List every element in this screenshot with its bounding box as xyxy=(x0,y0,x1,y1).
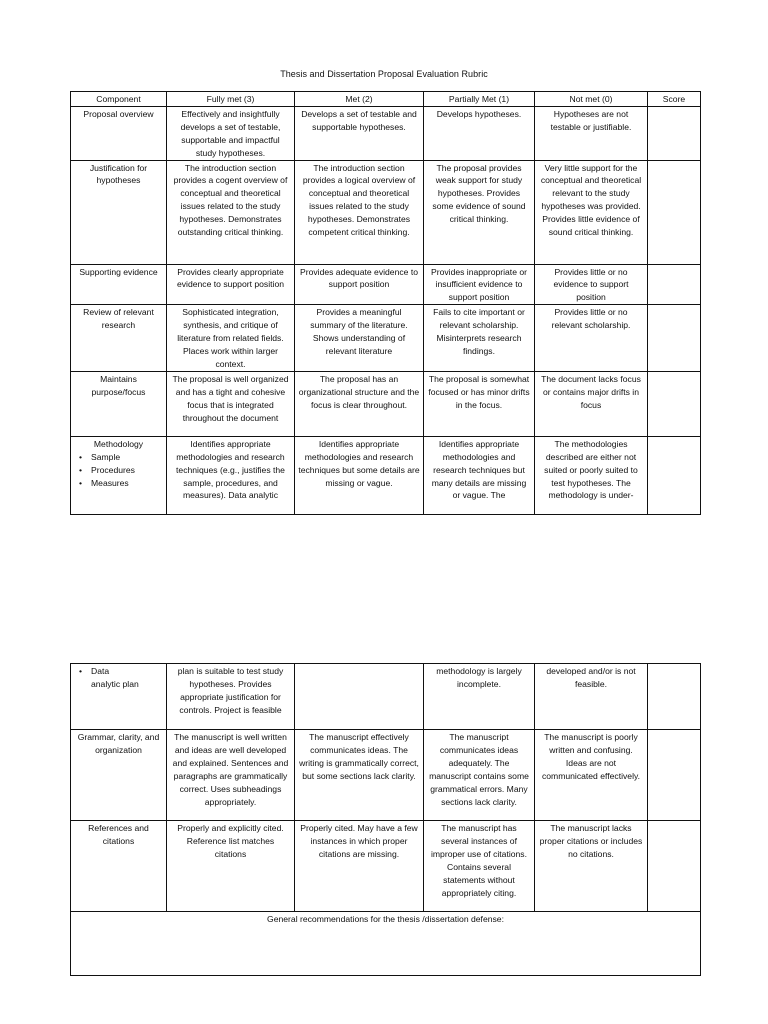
bullet-item: • Data analytic plan xyxy=(74,665,139,691)
component-cell: Supporting evidence xyxy=(71,264,167,305)
partially-met-cell: Identifies appropriate methodologies and research techniques but many details are missing or vague. The xyxy=(424,436,535,514)
methodology-label: Methodology xyxy=(93,438,144,449)
fully-met-cell: Identifies appropriate methodologies and research techniques (e.g., justifies the sample, procedures, and measures). Data analytic xyxy=(167,436,295,514)
bullet-item: • Procedures xyxy=(74,464,163,477)
met-cell: The manuscript effectively communicates ideas. The writing is grammatically correct, but some sections lack clarity. xyxy=(295,730,424,821)
partially-met-cell: The proposal provides weak support for study hypotheses. Provides some evidence of sound critical thinking. xyxy=(424,160,535,264)
table-row xyxy=(71,821,701,912)
met-cell: The proposal has an organizational structure and the focus is clear throughout. xyxy=(295,371,424,436)
document-title: Thesis and Dissertation Proposal Evaluation Rubric xyxy=(280,69,488,79)
score-cell xyxy=(648,436,701,514)
not-met-cell: developed and/or is not feasible. xyxy=(535,664,648,730)
score-cell xyxy=(648,305,701,372)
component-cell: Proposal overview xyxy=(71,106,167,160)
not-met-cell: Very little support for the conceptual and theoretical relevant to the study hypotheses was provided. Provides little evidence of sound critical thinking. xyxy=(535,160,648,264)
general-recommendations-field[interactable]: General recommendations for the thesis /dissertation defense: xyxy=(71,912,701,976)
not-met-cell: The manuscript is poorly written and confusing. Ideas are not communicated effectively. xyxy=(535,730,648,821)
header-component: Component xyxy=(71,92,167,107)
score-cell xyxy=(648,730,701,821)
not-met-cell: Hypotheses are not testable or justifiable. xyxy=(535,106,648,160)
not-met-cell: Provides little or no relevant scholarship. xyxy=(535,305,648,372)
component-cell: Grammar, clarity, and organization xyxy=(71,730,167,821)
fully-met-cell: Provides clearly appropriate evidence to support position xyxy=(167,264,295,305)
met-cell: Properly cited. May have a few instances in which proper citations are missing. xyxy=(295,821,424,912)
rubric-table-page-1 xyxy=(70,91,701,515)
met-cell: The introduction section provides a logical overview of conceptual and theoretical issues related to the study hypotheses. Demonstrates competent critical thinking. xyxy=(295,160,424,264)
table-row xyxy=(71,160,701,264)
bullet-item: • Measures xyxy=(74,477,163,490)
header-met: Met (2) xyxy=(295,92,424,107)
partially-met-cell: Fails to cite important or relevant scholarship. Misinterprets research findings. xyxy=(424,305,535,372)
partially-met-cell: The proposal is somewhat focused or has minor drifts in the focus. xyxy=(424,371,535,436)
component-cell: Review of relevant research xyxy=(71,305,167,372)
fully-met-cell: The manuscript is well written and ideas are well developed and explained. Sentences and paragraphs are grammatically correct. Uses subheadings appropriately. xyxy=(167,730,295,821)
table-row-methodology-continued xyxy=(71,664,701,730)
table-row xyxy=(71,106,701,160)
fully-met-cell: The proposal is well organized and has a tight and cohesive focus that is integrated throughout the document xyxy=(167,371,295,436)
component-cell xyxy=(71,436,167,514)
fully-met-cell: Sophisticated integration, synthesis, and critique of literature from related fields. Places work within larger context. xyxy=(167,305,295,372)
table-row xyxy=(71,371,701,436)
partially-met-cell: methodology is largely incomplete. xyxy=(424,664,535,730)
table-row xyxy=(71,730,701,821)
table-row-methodology xyxy=(71,436,701,514)
component-cell xyxy=(71,664,167,730)
partially-met-cell: Provides inappropriate or insufficient evidence to support position xyxy=(424,264,535,305)
met-cell: Provides a meaningful summary of the literature. Shows understanding of relevant literature xyxy=(295,305,424,372)
header-partially-met: Partially Met (1) xyxy=(424,92,535,107)
partially-met-cell: The manuscript communicates ideas adequately. The manuscript contains some grammatical errors. Many sections lack clarity. xyxy=(424,730,535,821)
score-cell xyxy=(648,264,701,305)
not-met-cell: The methodologies described are either not suited or poorly suited to test hypotheses. The methodology is under- xyxy=(535,436,648,514)
methodology-bullets xyxy=(74,665,163,691)
methodology-bullets xyxy=(74,451,163,490)
table-row xyxy=(71,264,701,305)
met-cell: Provides adequate evidence to support position xyxy=(295,264,424,305)
component-cell: Justification for hypotheses xyxy=(71,160,167,264)
not-met-cell: The document lacks focus or contains major drifts in focus xyxy=(535,371,648,436)
fully-met-cell: Effectively and insightfully develops a set of testable, supportable and impactful study hypotheses. xyxy=(167,106,295,160)
fully-met-cell: Properly and explicitly cited. Reference list matches citations xyxy=(167,821,295,912)
score-cell xyxy=(648,160,701,264)
component-cell: Maintains purpose/focus xyxy=(71,371,167,436)
met-cell: Develops a set of testable and supportable hypotheses. xyxy=(295,106,424,160)
header-fully-met: Fully met (3) xyxy=(167,92,295,107)
table-header-row xyxy=(71,92,701,107)
met-cell xyxy=(295,664,424,730)
header-not-met: Not met (0) xyxy=(535,92,648,107)
fully-met-cell: The introduction section provides a cogent overview of conceptual and theoretical issues related to the study hypotheses. Demonstrates outstanding critical thinking. xyxy=(167,160,295,264)
component-cell: References and citations xyxy=(71,821,167,912)
not-met-cell: Provides little or no evidence to support position xyxy=(535,264,648,305)
not-met-cell: The manuscript lacks proper citations or includes no citations. xyxy=(535,821,648,912)
score-cell xyxy=(648,664,701,730)
rubric-table-page-2 xyxy=(70,663,701,976)
score-cell xyxy=(648,821,701,912)
met-cell: Identifies appropriate methodologies and research techniques but some details are missing or vague. xyxy=(295,436,424,514)
score-cell xyxy=(648,106,701,160)
table-row xyxy=(71,305,701,372)
bullet-item: • Sample xyxy=(74,451,163,464)
fully-met-cell: plan is suitable to test study hypotheses. Provides appropriate justification for controls. Project is feasible xyxy=(167,664,295,730)
partially-met-cell: Develops hypotheses. xyxy=(424,106,535,160)
partially-met-cell: The manuscript has several instances of improper use of citations. Contains several statements without appropriately citing. xyxy=(424,821,535,912)
general-recommendations-row xyxy=(71,912,701,976)
header-score: Score xyxy=(648,92,701,107)
score-cell xyxy=(648,371,701,436)
